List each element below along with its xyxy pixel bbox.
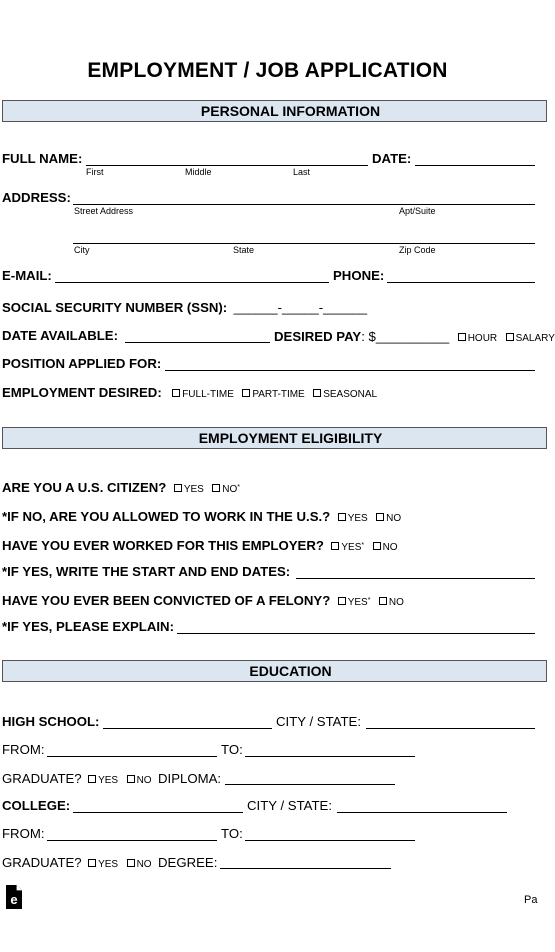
hs-from-label: FROM: — [2, 742, 45, 757]
page-number: Pa — [524, 894, 538, 906]
college-graduate-yes-label: YES — [98, 859, 119, 870]
citizen-yes-label: YES — [183, 484, 204, 495]
worked-no-label: NO — [382, 542, 398, 553]
college-graduate-no-checkbox[interactable] — [127, 854, 137, 871]
full-time-label: FULL-TIME — [182, 389, 234, 400]
hs-graduate-yes-label: YES — [98, 775, 119, 786]
checkbox-icon — [313, 389, 321, 397]
full-name-field[interactable] — [86, 165, 368, 166]
diploma-label: DIPLOMA: — [158, 771, 222, 786]
first-sublabel: First — [86, 167, 104, 177]
felony-no-label: NO — [388, 597, 404, 608]
checkbox-icon — [338, 597, 346, 605]
footnote-star: * — [367, 597, 371, 604]
college-city-state-label: CITY / STATE: — [247, 798, 332, 813]
college-graduate-yes-checkbox[interactable] — [88, 854, 98, 871]
checkbox-icon — [88, 775, 96, 783]
hs-graduate-yes-checkbox[interactable] — [88, 770, 98, 787]
apt-sublabel: Apt/Suite — [399, 206, 436, 216]
email-label: E-MAIL: — [2, 268, 52, 283]
ssn-label: SOCIAL SECURITY NUMBER (SSN): — [2, 300, 228, 315]
worked-row — [2, 537, 398, 555]
checkbox-icon — [379, 597, 387, 605]
section-header-eligibility: EMPLOYMENT ELIGIBILITY — [2, 427, 547, 449]
allowed-yes-checkbox[interactable] — [338, 508, 348, 525]
worked-yes-checkbox[interactable] — [331, 537, 341, 554]
dates-question: *IF YES, WRITE THE START AND END DATES: — [2, 564, 291, 579]
allowed-no-label: NO — [386, 513, 402, 524]
felony-yes-label: YES — [347, 597, 368, 608]
college-to-label: TO: — [221, 826, 243, 841]
desired-pay-field[interactable]: __________ — [375, 329, 450, 344]
checkbox-icon — [88, 859, 96, 867]
document-logo-icon — [5, 884, 23, 910]
hs-to-field[interactable] — [245, 756, 415, 757]
worked-no-checkbox[interactable] — [373, 537, 383, 554]
date-available-field[interactable] — [125, 342, 270, 343]
checkbox-icon — [338, 513, 346, 521]
section-header-personal: PERSONAL INFORMATION — [2, 100, 547, 122]
date-available-label: DATE AVAILABLE: — [2, 328, 118, 343]
citizen-no-checkbox[interactable] — [212, 479, 222, 496]
felony-row — [2, 592, 404, 610]
college-graduate-no-label: NO — [136, 859, 152, 870]
date-label: DATE: — [372, 151, 412, 166]
explain-field[interactable] — [177, 633, 535, 634]
hs-to-label: TO: — [221, 742, 243, 757]
checkbox-icon — [331, 542, 339, 550]
checkbox-icon — [373, 542, 381, 550]
college-graduate-row — [2, 854, 217, 872]
checkbox-icon — [506, 333, 514, 341]
felony-yes-checkbox[interactable] — [338, 592, 348, 609]
full-time-checkbox[interactable] — [172, 384, 182, 401]
street-sublabel: Street Address — [74, 206, 134, 216]
position-field[interactable] — [165, 370, 535, 371]
hour-label: HOUR — [467, 333, 498, 344]
hs-graduate-no-label: NO — [136, 775, 152, 786]
hs-graduate-row — [2, 770, 221, 788]
phone-label: PHONE: — [333, 268, 385, 283]
page-title: EMPLOYMENT / JOB APPLICATION — [87, 59, 448, 82]
desired-pay-row — [274, 328, 555, 346]
hs-from-field[interactable] — [47, 756, 217, 757]
allowed-question: *IF NO, ARE YOU ALLOWED TO WORK IN THE U.S.? — [2, 509, 331, 524]
ssn-field[interactable]: ______-_____-______ — [233, 300, 368, 315]
citizen-row — [2, 479, 240, 497]
college-city-state-field[interactable] — [337, 812, 507, 813]
checkbox-icon — [127, 775, 135, 783]
hs-graduate-label: GRADUATE? — [2, 771, 82, 786]
seasonal-checkbox[interactable] — [313, 384, 323, 401]
college-label: COLLEGE: — [2, 798, 71, 813]
checkbox-icon — [172, 389, 180, 397]
citizen-yes-checkbox[interactable] — [174, 479, 184, 496]
position-label: POSITION APPLIED FOR: — [2, 356, 162, 371]
college-from-field[interactable] — [47, 840, 217, 841]
checkbox-icon — [242, 389, 250, 397]
hour-checkbox[interactable] — [458, 328, 468, 345]
worked-question: HAVE YOU EVER WORKED FOR THIS EMPLOYER? — [2, 538, 324, 553]
state-sublabel: State — [233, 245, 255, 255]
college-graduate-label: GRADUATE? — [2, 855, 82, 870]
employment-desired-label: EMPLOYMENT DESIRED: — [2, 385, 162, 400]
footnote-star: * — [237, 484, 241, 491]
degree-label: DEGREE: — [158, 855, 218, 870]
street-address-field[interactable] — [73, 204, 535, 205]
checkbox-icon — [174, 484, 182, 492]
dates-field[interactable] — [296, 578, 535, 579]
allowed-row — [2, 508, 401, 526]
salary-label: SALARY — [515, 333, 555, 344]
middle-sublabel: Middle — [185, 167, 212, 177]
phone-field[interactable] — [387, 282, 535, 283]
checkbox-icon — [458, 333, 466, 341]
city-sublabel: City — [74, 245, 90, 255]
city-state-zip-field[interactable] — [73, 243, 535, 244]
seasonal-label: SEASONAL — [323, 389, 378, 400]
checkbox-icon — [212, 484, 220, 492]
part-time-label: PART-TIME — [252, 389, 305, 400]
allowed-yes-label: YES — [347, 513, 368, 524]
date-field[interactable] — [415, 165, 535, 166]
email-field[interactable] — [55, 282, 329, 283]
checkbox-icon — [376, 513, 384, 521]
checkbox-icon — [127, 859, 135, 867]
allowed-no-checkbox[interactable] — [376, 508, 386, 525]
diploma-field[interactable] — [225, 784, 395, 785]
high-school-label: HIGH SCHOOL: — [2, 714, 100, 729]
employment-desired-row — [2, 384, 377, 402]
high-school-field[interactable] — [103, 728, 272, 729]
citizen-question: ARE YOU A U.S. CITIZEN? — [2, 480, 167, 495]
felony-question: HAVE YOU EVER BEEN CONVICTED OF A FELONY? — [2, 593, 331, 608]
pay-prefix: : $ — [361, 329, 376, 344]
citizen-no-label: NO — [222, 484, 238, 495]
desired-pay-label: DESIRED PAY — [274, 329, 362, 344]
hs-city-state-field[interactable] — [366, 728, 535, 729]
full-name-label: FULL NAME: — [2, 151, 83, 166]
hs-city-state-label: CITY / STATE: — [276, 714, 361, 729]
part-time-checkbox[interactable] — [242, 384, 252, 401]
degree-field[interactable] — [220, 868, 391, 869]
last-sublabel: Last — [293, 167, 311, 177]
hs-graduate-no-checkbox[interactable] — [127, 770, 137, 787]
salary-checkbox[interactable] — [506, 328, 516, 345]
section-header-education: EDUCATION — [2, 660, 547, 682]
felony-no-checkbox[interactable] — [379, 592, 389, 609]
college-from-label: FROM: — [2, 826, 45, 841]
worked-yes-label: YES — [341, 542, 362, 553]
college-to-field[interactable] — [245, 840, 415, 841]
svg-text:e: e — [10, 892, 18, 907]
college-field[interactable] — [73, 812, 243, 813]
zip-sublabel: Zip Code — [399, 245, 436, 255]
ssn-row — [2, 299, 367, 317]
address-label: ADDRESS: — [2, 190, 71, 205]
explain-question: *IF YES, PLEASE EXPLAIN: — [2, 619, 174, 634]
footnote-star: * — [361, 542, 365, 549]
